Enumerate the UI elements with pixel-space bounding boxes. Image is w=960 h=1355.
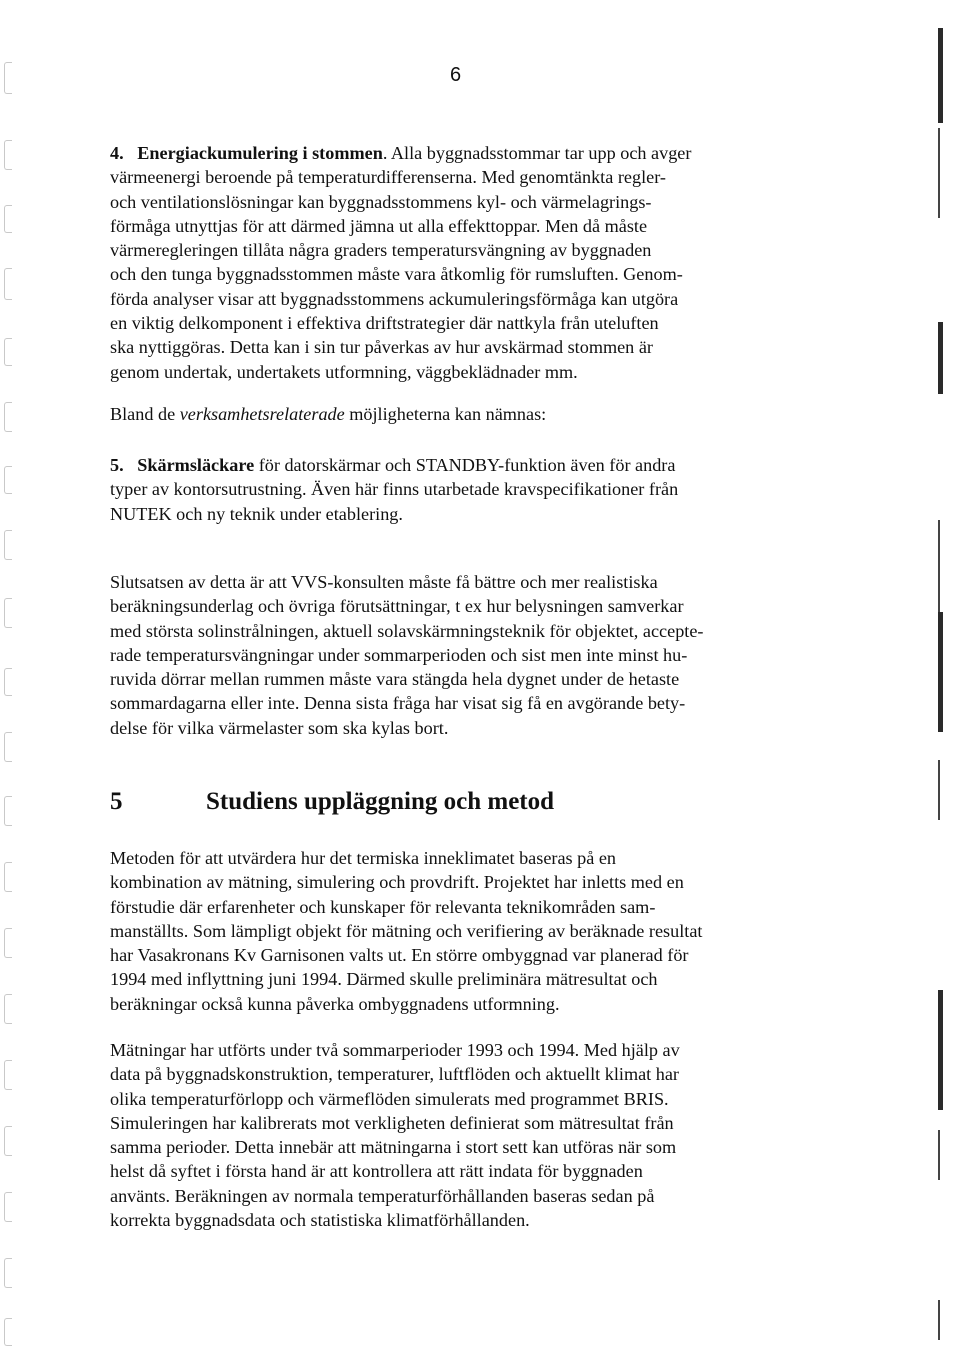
page-number: 6 [450, 64, 462, 86]
matningar-line: korrekta byggnadsdata och statistiska klimatförhållanden. [110, 1210, 530, 1231]
slutsats-line: ruvida dörrar mellan rummen måste vara stängda hela dygnet under de hetaste [110, 669, 680, 690]
metod-line: förstudie där erfarenheter och kunskaper för relevanta teknikområden sam- [110, 896, 656, 917]
slutsats-line: rade temperatursvängningar under sommarperioden och sist men inte minst hu- [110, 644, 688, 665]
list-item-5 [110, 453, 810, 526]
item4-line: värmeenergi beroende på temperaturdifferenserna. Med genomtänkta regler- [110, 167, 666, 188]
metod-line: kombination av mätning, simulering och provdrift. Projektet har inletts med en [110, 872, 684, 893]
metod-paragraph [110, 846, 810, 1016]
item5-line-1: 5. Skärmsläckare för datorskärmar och STANDBY-funktion även för andra [110, 455, 676, 475]
metod-line: 1994 med inflyttning juni 1994. Därmed skulle preliminära mätresultat och [110, 969, 658, 990]
section-title: Studiens uppläggning och metod [206, 788, 555, 815]
item4-line: och den tunga byggnadsstommen måste vara åtkomlig för rumsluften. Genom- [110, 264, 683, 285]
italic-term: verksamhetsrelaterade [179, 404, 345, 424]
item5-line: NUTEK och ny teknik under etablering. [110, 503, 403, 524]
matningar-paragraph [110, 1038, 810, 1232]
item4-line: förmåga utnyttjas för att därmed jämna ut alla effekttoppar. Men då måste [110, 215, 648, 236]
slutsats-line: beräkningsunderlag och övriga förutsättningar, t ex hur belysningen samverkar [110, 596, 684, 617]
metod-line: beräkningar också kunna påverka ombyggnadens utformning. [110, 993, 560, 1014]
matningar-line: samma perioder. Detta innebär att mätningarna i stort sett kan utföras när som [110, 1137, 677, 1158]
list-item-4 [110, 141, 810, 384]
metod-line: Metoden för att utvärdera hur det termiska inneklimatet baseras på en [110, 848, 617, 868]
slutsats-line: delse för vilka värmelaster som ska kylas bort. [110, 717, 449, 738]
item4-line-1: 4. Energiackumulering i stommen. Alla byggnadsstommar tar upp och avger [110, 143, 692, 163]
bland-paragraph: Bland de verksamhetsrelaterade möjligheterna kan nämnas: [110, 404, 547, 424]
item4-heading: Energiackumulering i stommen [137, 143, 383, 163]
item4-line: ska nyttiggöras. Detta kan i sin tur påverkas av hur avskärmad stommen är [110, 337, 653, 358]
matningar-line: Mätningar har utförts under två sommarperioder 1993 och 1994. Med hjälp av [110, 1040, 680, 1060]
matningar-line: olika temperaturförlopp och värmeflöden simulerats med programmet BRIS. [110, 1088, 669, 1109]
slutsats-line: sommardagarna eller inte. Denna sista fråga har visat sig få en avgörande bety- [110, 693, 686, 714]
section-number: 5 [110, 788, 123, 815]
matningar-line: använts. Beräkningen av normala temperaturförhållanden baseras sedan på [110, 1185, 655, 1206]
item5-heading: Skärmsläckare [137, 455, 255, 475]
item4-line: en viktig delkomponent i effektiva driftstrategier där nattkyla från uteluften [110, 313, 659, 334]
item4-line: värmeregleringen tillåta några graders temperatursvängning av byggnaden [110, 240, 652, 261]
metod-line: manställts. Som lämpligt objekt för mätning och verifiering av beräknade resultat [110, 920, 703, 941]
slutsats-line: med största solinstrålningen, aktuell solavskärmningsteknik för objektet, accepte- [110, 620, 704, 641]
item4-line: och ventilationslösningar kan byggnadsstommens kyl- och värmelagrings- [110, 191, 652, 212]
matningar-line: Simuleringen har kalibrerats mot verkligheten definierat som mätresultat från [110, 1112, 674, 1133]
item4-line: förda analyser visar att byggnadsstommens ackumuleringsförmåga kan utgöra [110, 288, 679, 309]
slutsats-line: Slutsatsen av detta är att VVS-konsulten måste få bättre och mer realistiska [110, 572, 658, 592]
matningar-line: helst då syftet i första hand är att kontrollera att rätt indata för byggnaden [110, 1161, 643, 1182]
matningar-line: data på byggnadskonstruktion, temperaturer, luftflöden och aktuellt klimat har [110, 1064, 679, 1085]
metod-line: har Vasakronans Kv Garnisonen valts ut. En större ombyggnad var planerad för [110, 945, 689, 966]
item4-line: genom undertak, undertakets utformning, väggbeklädnader mm. [110, 361, 578, 382]
section-heading [110, 788, 554, 816]
item5-line: typer av kontorsutrustning. Även här finns utarbetade kravspecifikationer från [110, 479, 679, 500]
slutsats-paragraph [110, 570, 810, 740]
